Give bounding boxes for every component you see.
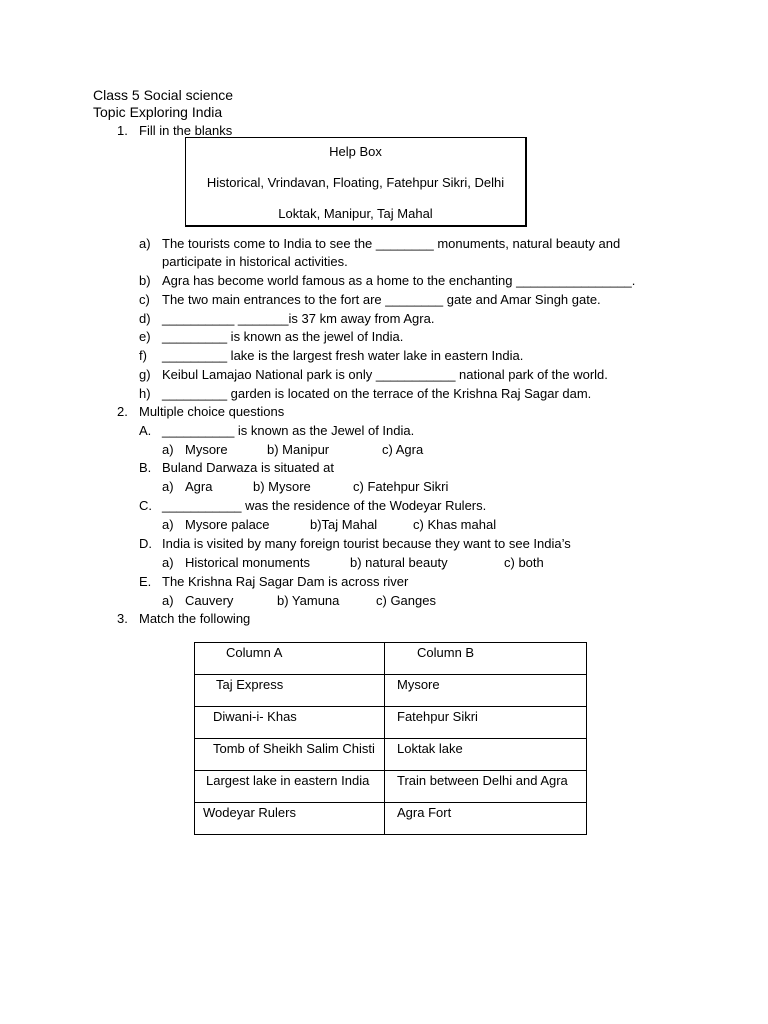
section-3-heading: Match the following (139, 611, 251, 626)
fill-blank-label-e: e) (139, 329, 151, 344)
mcq-option: Historical monuments (185, 555, 310, 570)
mcq-option: Agra (185, 479, 213, 494)
mcq-option-label: a) (162, 442, 174, 457)
mcq-option: Mysore (185, 442, 228, 457)
column-a-item: Wodeyar Rulers (203, 805, 296, 820)
table-cell (385, 675, 587, 707)
section-1-number: 1. (117, 123, 128, 138)
fill-blank-label-b: b) (139, 273, 151, 288)
column-b-header: Column B (417, 645, 475, 660)
table-row (195, 803, 587, 835)
mcq-question-c: ___________ was the residence of the Wodeyar Rulers. (162, 498, 487, 513)
mcq-question-d: India is visited by many foreign tourist because they want to see India’s (162, 536, 571, 551)
fill-blank-text-g: Keibul Lamajao National park is only ___________ national park of the world. (162, 367, 608, 382)
mcq-label-a: A. (139, 423, 152, 438)
mcq-option-label: a) (162, 479, 174, 494)
mcq-label-d: D. (139, 536, 152, 551)
mcq-option: c) Ganges (376, 593, 436, 608)
table-cell (195, 803, 385, 835)
mcq-option: b)Taj Mahal (310, 517, 378, 532)
fill-blank-text-c: The two main entrances to the fort are ________ gate and Amar Singh gate. (162, 292, 601, 307)
fill-blank-text-d: __________ _______is 37 km away from Agra. (162, 311, 435, 326)
table-cell (195, 675, 385, 707)
help-box-title: Help Box (329, 144, 382, 159)
fill-blank-text-a: The tourists come to India to see the ________ monuments, natural beauty and (162, 236, 621, 251)
topic-title: Topic Exploring India (93, 104, 223, 120)
mcq-option-label: a) (162, 555, 174, 570)
section-1-heading: Fill in the blanks (139, 123, 233, 138)
mcq-option: c) Agra (382, 442, 424, 457)
table-cell (195, 707, 385, 739)
help-box (185, 137, 527, 227)
column-b-item: Fatehpur Sikri (397, 709, 478, 724)
fill-blank-text-b: Agra has become world famous as a home to the enchanting ________________. (162, 273, 636, 288)
column-a-item: Diwani-i- Khas (213, 709, 297, 724)
table-row (195, 771, 587, 803)
column-b-item: Train between Delhi and Agra (397, 773, 568, 788)
help-box-words-line-2: Loktak, Manipur, Taj Mahal (278, 206, 433, 221)
table-cell (385, 739, 587, 771)
match-table (194, 642, 587, 835)
mcq-option: b) natural beauty (350, 555, 448, 570)
mcq-option: Cauvery (185, 593, 234, 608)
fill-blank-label-c: c) (139, 292, 150, 307)
column-b-item: Loktak lake (397, 741, 463, 756)
mcq-question-b: Buland Darwaza is situated at (162, 460, 334, 475)
fill-blank-label-d: d) (139, 311, 151, 326)
fill-blank-label-a: a) (139, 236, 151, 251)
table-header-row (195, 643, 587, 675)
table-row (195, 739, 587, 771)
fill-blank-label-h: h) (139, 386, 151, 401)
table-row (195, 707, 587, 739)
fill-blank-text-e: _________ is known as the jewel of India. (162, 329, 404, 344)
mcq-option: b) Manipur (267, 442, 330, 457)
column-a-item: Largest lake in eastern India (206, 773, 370, 788)
section-2-heading: Multiple choice questions (139, 404, 285, 419)
page-title: Class 5 Social science (93, 87, 234, 103)
mcq-option: Mysore palace (185, 517, 270, 532)
table-cell (195, 771, 385, 803)
mcq-option: c) Khas mahal (413, 517, 497, 532)
fill-blank-label-g: g) (139, 367, 151, 382)
section-2-number: 2. (117, 404, 128, 419)
table-header-cell (195, 643, 385, 675)
column-a-item: Tomb of Sheikh Salim Chisti (213, 741, 375, 756)
fill-blank-text-f: _________ lake is the largest fresh water lake in eastern India. (162, 348, 524, 363)
mcq-option: c) both (504, 555, 544, 570)
column-a-header: Column A (226, 645, 283, 660)
table-cell (385, 707, 587, 739)
mcq-option: c) Fatehpur Sikri (353, 479, 449, 494)
column-b-item: Mysore (397, 677, 440, 692)
mcq-option-label: a) (162, 517, 174, 532)
section-3-number: 3. (117, 611, 128, 626)
mcq-label-b: B. (139, 460, 152, 475)
table-cell (385, 803, 587, 835)
fill-blank-text-h: _________ garden is located on the terrace of the Krishna Raj Sagar dam. (162, 386, 592, 401)
table-row (195, 675, 587, 707)
help-box-words-line-1: Historical, Vrindavan, Floating, Fatehpur Sikri, Delhi (206, 175, 505, 190)
table-header-cell (385, 643, 587, 675)
mcq-option: b) Mysore (253, 479, 311, 494)
mcq-option: b) Yamuna (277, 593, 340, 608)
fill-blank-label-f: f) (139, 348, 147, 363)
mcq-label-c: C. (139, 498, 152, 513)
table-cell (385, 771, 587, 803)
table-cell (195, 739, 385, 771)
mcq-label-e: E. (139, 574, 152, 589)
fill-blank-text-a-continued: participate in historical activities. (162, 254, 348, 269)
mcq-option-label: a) (162, 593, 174, 608)
mcq-question-e: The Krishna Raj Sagar Dam is across river (162, 574, 409, 589)
column-a-item: Taj Express (216, 677, 284, 692)
mcq-question-a: __________ is known as the Jewel of India. (162, 423, 415, 438)
column-b-item: Agra Fort (397, 805, 452, 820)
